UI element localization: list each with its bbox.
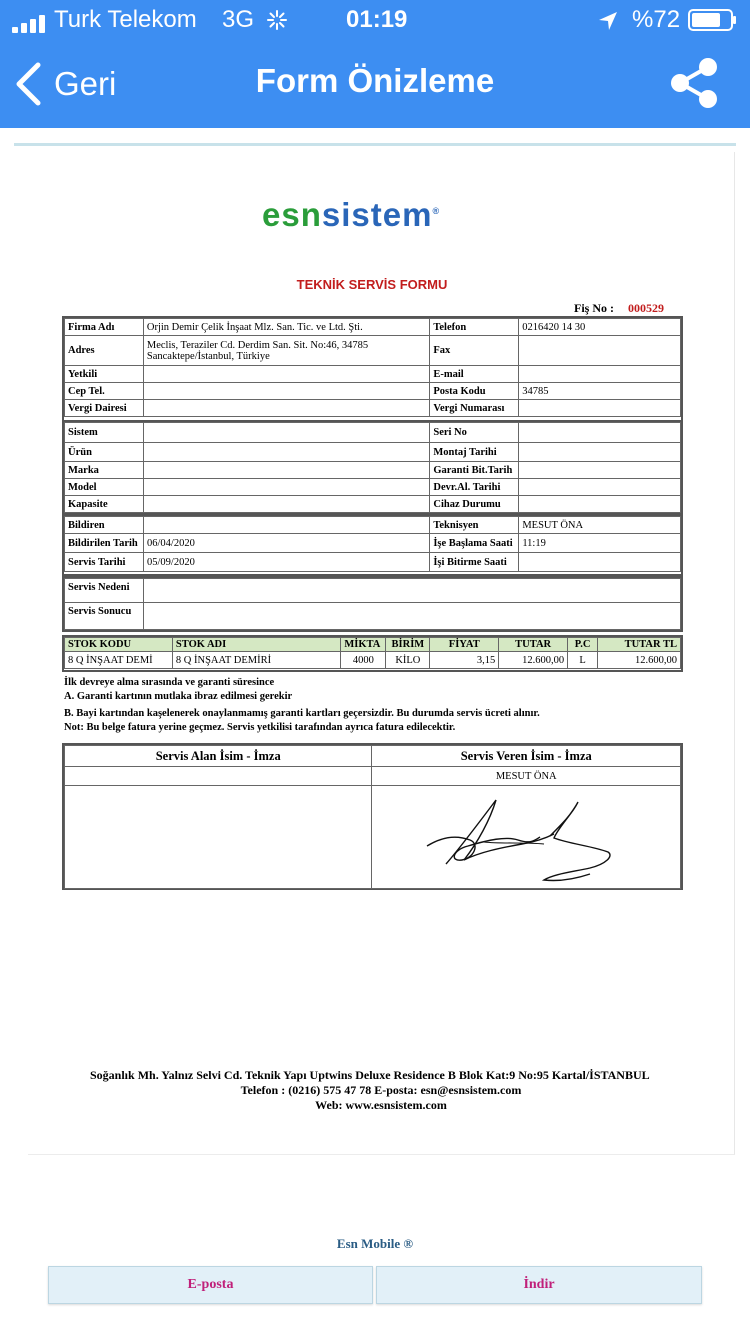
stock-table bbox=[64, 637, 681, 669]
firm-name: Orjin Demir Çelik İnşaat Mlz. San. Tic. ve Ltd. Şti. bbox=[143, 319, 429, 336]
service-result bbox=[143, 603, 680, 630]
note-line: İlk devreye alma sırasında ve garanti süresince bbox=[64, 677, 275, 688]
location-arrow-icon bbox=[598, 10, 618, 38]
install-date bbox=[519, 443, 681, 462]
warranty-notes bbox=[64, 676, 704, 734]
stock-header: STOK KODU bbox=[65, 638, 173, 652]
brand-label: Marka bbox=[65, 462, 144, 479]
signature-table bbox=[64, 745, 681, 889]
footer-web: Web: www.esnsistem.com bbox=[315, 1098, 447, 1112]
tax-number-label: Vergi Numarası bbox=[430, 400, 519, 417]
warranty-end bbox=[519, 462, 681, 479]
service-reason-label: Servis Nedeni bbox=[65, 579, 144, 603]
stock-header: TUTAR bbox=[499, 638, 568, 652]
provider-signature bbox=[372, 786, 681, 889]
stock-header: P.C bbox=[568, 638, 598, 652]
receipt-number-value: 000529 bbox=[628, 301, 664, 315]
model-label: Model bbox=[65, 479, 144, 496]
mobile-label: Cep Tel. bbox=[65, 383, 144, 400]
provider-signature-label: Servis Veren İsim - İmza bbox=[372, 746, 681, 767]
service-date-label: Servis Tarihi bbox=[65, 553, 144, 572]
divider bbox=[14, 143, 736, 146]
email-button[interactable]: E-posta bbox=[48, 1266, 373, 1304]
mobile bbox=[143, 383, 429, 400]
tax-number bbox=[519, 400, 681, 417]
warranty-end-label: Garanti Bit.Tarih bbox=[430, 462, 519, 479]
handover-date bbox=[519, 479, 681, 496]
share-icon bbox=[668, 56, 720, 110]
authorized-label: Yetkili bbox=[65, 366, 144, 383]
capacity-label: Kapasite bbox=[65, 496, 144, 513]
product-label: Ürün bbox=[65, 443, 144, 462]
receiver-signature bbox=[65, 786, 372, 889]
table-row bbox=[65, 652, 681, 669]
activity-spinner-icon bbox=[266, 9, 288, 38]
install-date-label: Montaj Tarihi bbox=[430, 443, 519, 462]
model bbox=[143, 479, 429, 496]
postal-code-label: Posta Kodu bbox=[430, 383, 519, 400]
footer-address: Soğanlık Mh. Yalnız Selvi Cd. Teknik Yapı Uptwins Deluxe Residence B Blok Kat:9 No:95 Kartal/İSTANBUL bbox=[90, 1068, 650, 1082]
service-result-label: Servis Sonucu bbox=[65, 603, 144, 630]
start-time-label: İşe Başlama Saati bbox=[430, 534, 519, 553]
receiver-signature-label: Servis Alan İsim - İmza bbox=[65, 746, 372, 767]
technician: MESUT ÖNA bbox=[519, 517, 681, 534]
postal-code: 34785 bbox=[519, 383, 681, 400]
device-status bbox=[519, 496, 681, 513]
system bbox=[143, 423, 429, 443]
stock-name: 8 Q İNŞAAT DEMİRİ bbox=[172, 652, 340, 669]
brand-label: Esn Mobile ® bbox=[336, 1236, 414, 1251]
device-status-label: Cihaz Durumu bbox=[430, 496, 519, 513]
phone-label: Telefon bbox=[430, 319, 519, 336]
stock-currency: L bbox=[568, 652, 598, 669]
back-label: Geri bbox=[54, 65, 117, 102]
tax-office bbox=[143, 400, 429, 417]
navigation-bar bbox=[0, 40, 750, 128]
capacity bbox=[143, 496, 429, 513]
company-footer bbox=[28, 1068, 734, 1113]
system-label: Sistem bbox=[65, 423, 144, 443]
fax-label: Fax bbox=[430, 336, 519, 366]
reporter bbox=[143, 517, 429, 534]
phone: 0216420 14 30 bbox=[519, 319, 681, 336]
email-label: E-mail bbox=[430, 366, 519, 383]
signal-icon bbox=[12, 12, 48, 40]
battery-percent: %72 bbox=[632, 6, 681, 33]
serial bbox=[519, 423, 681, 443]
download-button[interactable]: İndir bbox=[376, 1266, 702, 1304]
stock-total: 12.600,00 bbox=[499, 652, 568, 669]
report-date-label: Bildirilen Tarih bbox=[65, 534, 144, 553]
receipt-number-label: Fiş No : bbox=[574, 301, 614, 315]
stock-header: MİKTA bbox=[341, 638, 386, 652]
service-date: 05/09/2020 bbox=[143, 553, 429, 572]
footer-contact: Telefon : (0216) 575 47 78 E-posta: esn@esnsistem.com bbox=[240, 1083, 522, 1097]
provider-name: MESUT ÖNA bbox=[372, 767, 681, 786]
reporter-label: Bildiren bbox=[65, 517, 144, 534]
note-line: Not: Bu belge fatura yerine geçmez. Servis yetkilisi tarafından ayrıca fatura edilecektir. bbox=[64, 721, 456, 733]
handover-date-label: Devr.Al. Tarihi bbox=[430, 479, 519, 496]
receipt-number bbox=[574, 301, 664, 316]
end-time-label: İşi Bitirme Saati bbox=[430, 553, 519, 572]
stock-header: STOK ADI bbox=[172, 638, 340, 652]
device-table bbox=[64, 422, 681, 513]
stock-code: 8 Q İNŞAAT DEMİ bbox=[65, 652, 173, 669]
battery-icon bbox=[688, 9, 738, 38]
serial-label: Seri No bbox=[430, 423, 519, 443]
receiver-name bbox=[65, 767, 372, 786]
stock-header: TUTAR TL bbox=[598, 638, 681, 652]
email bbox=[519, 366, 681, 383]
end-time bbox=[519, 553, 681, 572]
carrier-name: Turk Telekom bbox=[54, 6, 197, 33]
firm-table bbox=[64, 318, 681, 417]
network-type: 3G bbox=[222, 6, 255, 33]
product bbox=[143, 443, 429, 462]
authorized bbox=[143, 366, 429, 383]
address: Meclis, Teraziler Cd. Derdim San. Sit. No:46, 34785 Sancaktepe/İstanbul, Türkiye bbox=[143, 336, 429, 366]
fax bbox=[519, 336, 681, 366]
tax-office-label: Vergi Dairesi bbox=[65, 400, 144, 417]
handwritten-signature bbox=[422, 794, 622, 889]
page-title: Form Önizleme bbox=[255, 62, 495, 99]
reason-table bbox=[64, 578, 681, 630]
note-line: A. Garanti kartının mutlaka ibraz edilmesi gerekir bbox=[64, 690, 293, 702]
company-logo: esnsistem® bbox=[262, 196, 441, 233]
report-date: 06/04/2020 bbox=[143, 534, 429, 553]
form-preview bbox=[28, 152, 735, 1155]
stock-unit: KİLO bbox=[386, 652, 430, 669]
share-button[interactable] bbox=[668, 56, 720, 115]
clock: 01:19 bbox=[346, 6, 408, 33]
firm-name-label: Firma Adı bbox=[65, 319, 144, 336]
stock-header-row bbox=[65, 638, 681, 652]
stock-header: BİRİM bbox=[386, 638, 430, 652]
stock-total-tl: 12.600,00 bbox=[598, 652, 681, 669]
form-title: TEKNİK SERVİS FORMU bbox=[296, 277, 448, 292]
stock-header: FİYAT bbox=[430, 638, 499, 652]
service-reason bbox=[143, 579, 680, 603]
stock-price: 3,15 bbox=[430, 652, 499, 669]
note-line: B. Bayi kartından kaşelenerek onaylanmamış garanti kartları geçersizdir. Bu durumda servis ücreti alınır. bbox=[64, 708, 540, 719]
stock-quantity: 4000 bbox=[341, 652, 386, 669]
start-time: 11:19 bbox=[519, 534, 681, 553]
service-table bbox=[64, 516, 681, 572]
brand bbox=[143, 462, 429, 479]
address-label: Adres bbox=[65, 336, 144, 366]
technician-label: Teknisyen bbox=[430, 517, 519, 534]
status-bar bbox=[0, 0, 750, 40]
